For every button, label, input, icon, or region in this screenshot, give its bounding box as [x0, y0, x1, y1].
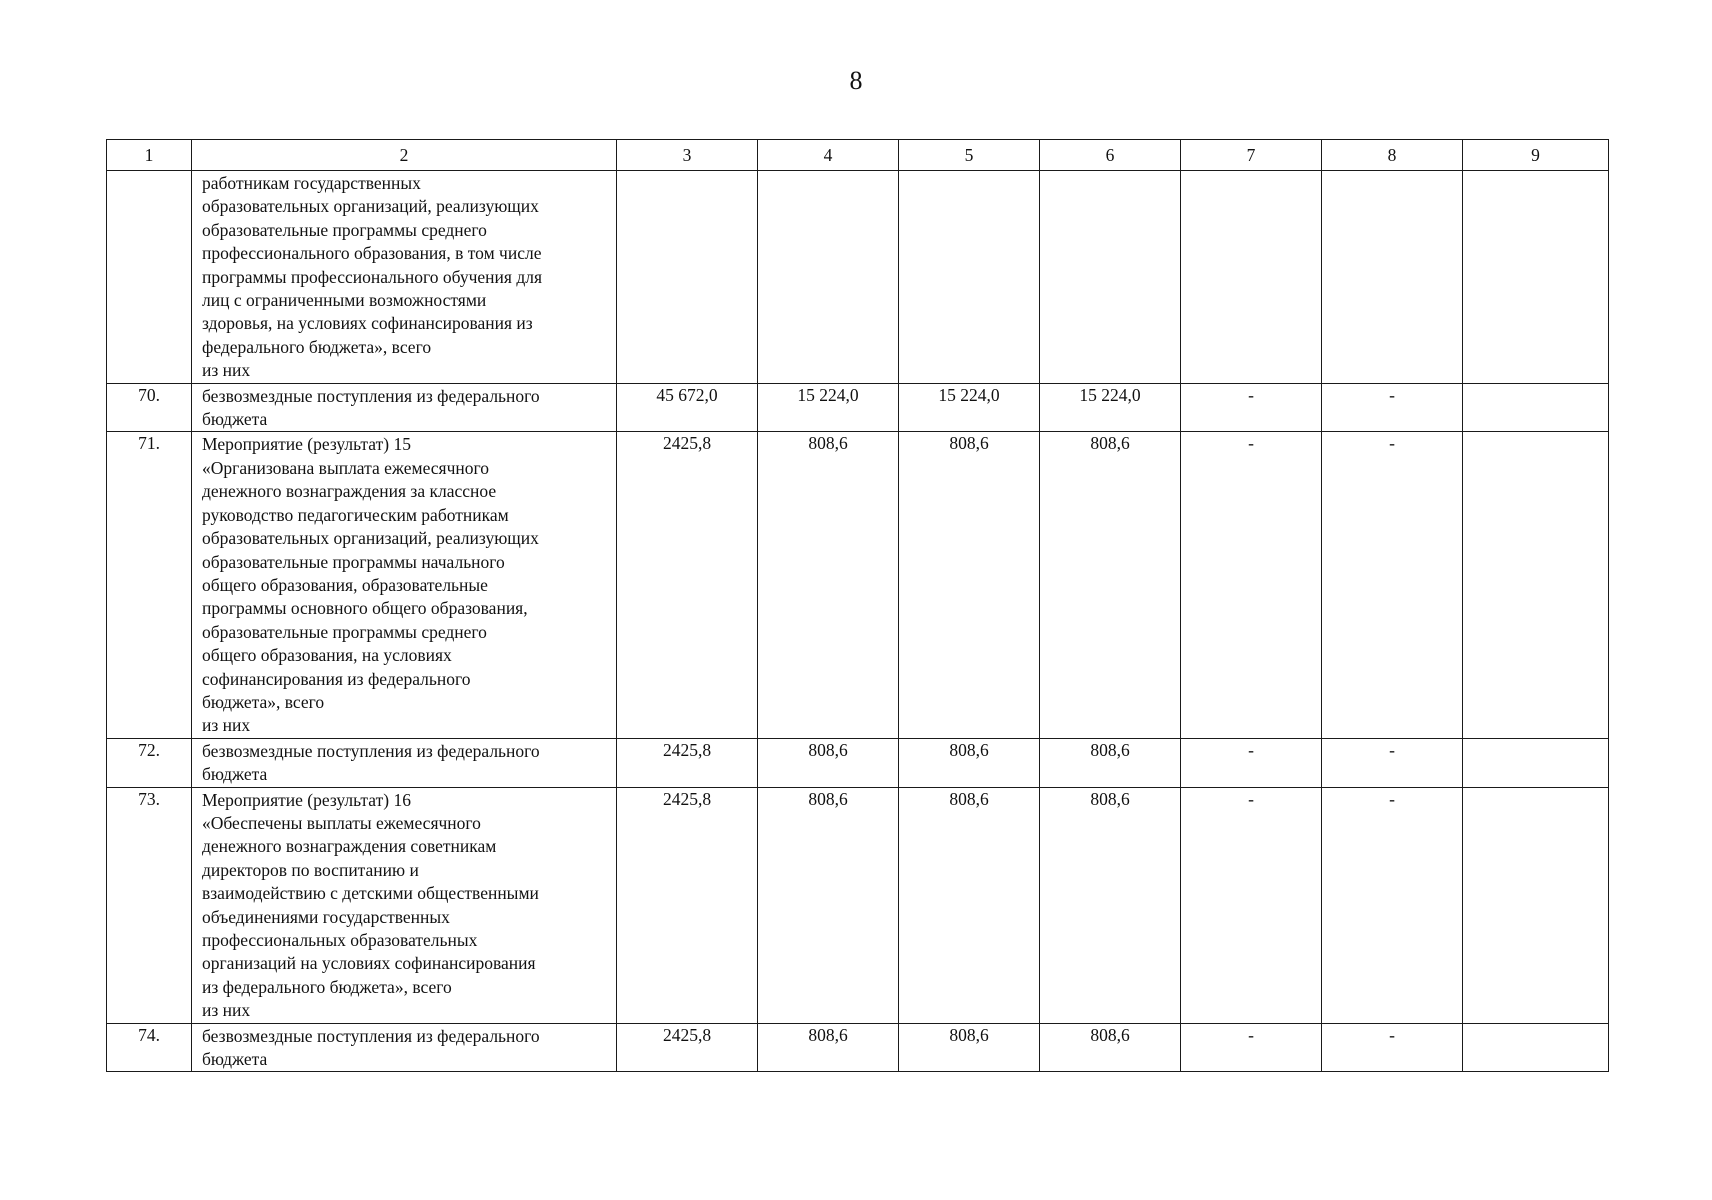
description-line: лиц с ограниченными возможностями — [202, 290, 487, 311]
value-cell-7: - — [1181, 787, 1322, 1023]
row-number — [107, 171, 192, 384]
description-line: профессионального образования, в том числе — [202, 243, 542, 264]
value-cell-4: 808,6 — [758, 787, 899, 1023]
column-header: 3 — [617, 140, 758, 171]
value-cell-7: - — [1181, 432, 1322, 738]
value-cell-3: 2425,8 — [617, 1023, 758, 1072]
value-cell-6: 15 224,0 — [1040, 383, 1181, 432]
description-line: бюджета — [202, 1049, 268, 1070]
value-cell-6: 808,6 — [1040, 1023, 1181, 1072]
value-cell-5: 808,6 — [899, 738, 1040, 787]
row-description — [192, 432, 617, 738]
value-cell-6 — [1040, 171, 1181, 384]
table-row — [107, 171, 1609, 384]
value-cell-9 — [1463, 787, 1609, 1023]
description-line: работникам государственных — [202, 173, 421, 193]
value-cell-6: 808,6 — [1040, 432, 1181, 738]
row-number: 73. — [107, 787, 192, 1023]
description-line: образовательные программы среднего — [202, 219, 487, 240]
row-description — [192, 171, 617, 384]
column-header: 7 — [1181, 140, 1322, 171]
description-line: профессиональных образовательных — [202, 930, 478, 950]
description-line: директоров по воспитанию и — [202, 859, 419, 880]
value-cell-5 — [899, 171, 1040, 384]
value-cell-4: 808,6 — [758, 738, 899, 787]
description-line: общего образования, образовательные — [202, 574, 488, 595]
description-line: «Организована выплата ежемесячного — [202, 457, 490, 478]
row-number: 71. — [107, 432, 192, 738]
value-cell-3: 2425,8 — [617, 787, 758, 1023]
value-cell-6: 808,6 — [1040, 787, 1181, 1023]
description-line: денежного вознаграждения за классное — [202, 481, 497, 502]
description-line: безвозмездные поступления из федерального — [202, 1025, 540, 1046]
description-line: организаций на условиях софинансирования — [202, 953, 536, 974]
table-row — [107, 1023, 1609, 1072]
description-line: программы профессионального обучения для — [202, 266, 543, 287]
table-row — [107, 738, 1609, 787]
description-line: Мероприятие (результат) 16 — [202, 789, 411, 810]
value-cell-4: 808,6 — [758, 432, 899, 738]
value-cell-8: - — [1322, 787, 1463, 1023]
value-cell-5: 15 224,0 — [899, 383, 1040, 432]
description-line: бюджета — [202, 409, 268, 430]
description-line: образовательных организаций, реализующих — [202, 196, 539, 217]
column-header: 5 — [899, 140, 1040, 171]
description-line: взаимодействию с детскими общественными — [202, 883, 539, 904]
description-line: софинансирования из федерального — [202, 668, 471, 689]
value-cell-9 — [1463, 432, 1609, 738]
column-header: 9 — [1463, 140, 1609, 171]
budget-table — [106, 139, 1609, 1072]
value-cell-8: - — [1322, 1023, 1463, 1072]
description-line: программы основного общего образования, — [202, 598, 528, 619]
column-header: 1 — [107, 140, 192, 171]
page-number: 8 — [849, 66, 863, 95]
table-row — [107, 383, 1609, 432]
row-description — [192, 787, 617, 1023]
value-cell-3: 2425,8 — [617, 432, 758, 738]
value-cell-5: 808,6 — [899, 787, 1040, 1023]
description-line: федерального бюджета», всего — [202, 336, 432, 357]
row-number: 72. — [107, 738, 192, 787]
value-cell-7: - — [1181, 1023, 1322, 1072]
value-cell-5: 808,6 — [899, 432, 1040, 738]
description-line: образовательные программы среднего — [202, 621, 487, 642]
value-cell-5: 808,6 — [899, 1023, 1040, 1072]
row-number: 74. — [107, 1023, 192, 1072]
column-header: 2 — [192, 140, 617, 171]
description-line: здоровья, на условиях софинансирования из — [202, 313, 533, 334]
value-cell-9 — [1463, 1023, 1609, 1072]
value-cell-7: - — [1181, 738, 1322, 787]
value-cell-8: - — [1322, 432, 1463, 738]
description-line: денежного вознаграждения советникам — [202, 836, 497, 857]
description-line: руководство педагогическим работникам — [202, 504, 509, 525]
value-cell-4: 808,6 — [758, 1023, 899, 1072]
description-line: из них — [202, 1000, 251, 1021]
value-cell-4: 15 224,0 — [758, 383, 899, 432]
value-cell-7: - — [1181, 383, 1322, 432]
description-line: общего образования, на условиях — [202, 645, 452, 666]
value-cell-9 — [1463, 383, 1609, 432]
value-cell-3: 2425,8 — [617, 738, 758, 787]
description-line: безвозмездные поступления из федерального — [202, 385, 540, 406]
description-line: безвозмездные поступления из федерального — [202, 740, 540, 761]
value-cell-8: - — [1322, 738, 1463, 787]
value-cell-7 — [1181, 171, 1322, 384]
value-cell-3 — [617, 171, 758, 384]
row-description — [192, 1023, 617, 1072]
description-line: из федерального бюджета», всего — [202, 976, 452, 997]
value-cell-9 — [1463, 738, 1609, 787]
table-row — [107, 787, 1609, 1023]
value-cell-4 — [758, 171, 899, 384]
description-line: бюджета — [202, 764, 268, 785]
description-line: объединениями государственных — [202, 906, 450, 927]
value-cell-6: 808,6 — [1040, 738, 1181, 787]
column-header: 4 — [758, 140, 899, 171]
description-line: образовательные программы начального — [202, 551, 505, 572]
value-cell-8: - — [1322, 383, 1463, 432]
value-cell-9 — [1463, 171, 1609, 384]
value-cell-8 — [1322, 171, 1463, 384]
description-line: из них — [202, 360, 251, 381]
description-line: бюджета», всего — [202, 691, 325, 712]
row-description — [192, 383, 617, 432]
table-row — [107, 432, 1609, 738]
description-line: Мероприятие (результат) 15 — [202, 434, 411, 455]
description-line: образовательных организаций, реализующих — [202, 528, 539, 549]
row-number: 70. — [107, 383, 192, 432]
column-header: 8 — [1322, 140, 1463, 171]
row-description — [192, 738, 617, 787]
description-line: «Обеспечены выплаты ежемесячного — [202, 812, 481, 833]
value-cell-3: 45 672,0 — [617, 383, 758, 432]
description-line: из них — [202, 715, 251, 736]
column-header: 6 — [1040, 140, 1181, 171]
column-number-row — [107, 140, 1609, 171]
